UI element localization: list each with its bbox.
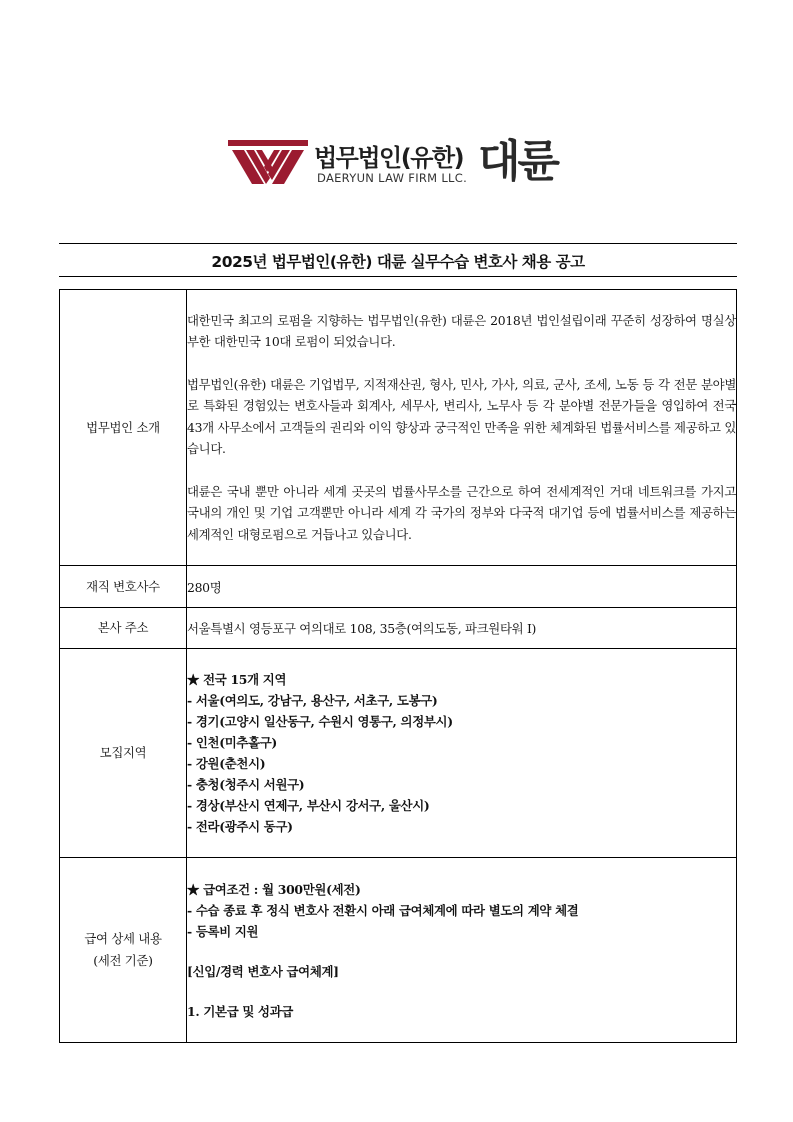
label-salary (60, 858, 187, 1043)
logo-firm-name: 법무법인(유한) (314, 144, 464, 172)
intro-paragraph-2: 법무법인(유한) 대륜은 기업법무, 지적재산권, 형사, 민사, 가사, 의료, 군사, 조세, 노동 등 각 전문 분야별로 특화된 경험있는 변호사들과 회계사, 세무사, 변리사, 노무사 등 각 분야별 전문가들을 영입하여 전국 43개 사무소에서 고객들의 권리와 이익 향상과 궁극적인 만족을 위한 체계화된 법률서비스를 제공하고 있습니다. (187, 376, 736, 457)
label-hq-address: 본사 주소 (60, 608, 187, 649)
recruitment-table (59, 289, 737, 1043)
salary-line: - 수습 종료 후 정식 변호사 전환시 아래 급여체계에 따라 별도의 계약 체결 (187, 902, 579, 918)
regions-content (187, 649, 737, 858)
intro-paragraph-1: 대한민국 최고의 로펌을 지향하는 법무법인(유한) 대륜은 2018년 법인설립이래 꾸준히 성장하여 명실상부한 대한민국 10대 로펌이 되었습니다. (187, 312, 736, 350)
regions-line: - 충청(청주시 서원구) (187, 777, 305, 792)
salary-line: ★ 급여조건 : 월 300만원(세전) (187, 881, 361, 897)
label-salary-line1: 급여 상세 내용 (84, 931, 162, 946)
spacer (187, 942, 736, 961)
regions-line: - 경상(부산시 연제구, 부산시 강서구, 울산시) (187, 798, 430, 813)
salary-section-title: [신입/경력 변호사 급여체계] (187, 963, 339, 979)
regions-line: - 경기(고양시 일산동구, 수원시 영통구, 의정부시) (187, 714, 453, 729)
spacer (187, 982, 736, 1001)
salary-line: - 등록비 지원 (187, 923, 259, 939)
regions-line: ★ 전국 15개 지역 (187, 672, 287, 687)
logo-english-name: DAERYUN LAW FIRM LLC. (317, 171, 468, 185)
firm-emblem-icon (228, 140, 308, 186)
table-row-intro (60, 290, 737, 566)
label-firm-intro: 법무법인 소개 (60, 290, 187, 566)
intro-paragraph-3: 대륜은 국내 뿐만 아니라 세계 곳곳의 법률사무소를 근간으로 하여 전세계적인 거대 네트워크를 가지고 국내의 개인 및 기업 고객뿐만 아니라 세계 각 국가의 정부와 다국적 대기업 등에 법률서비스를 제공하는 세계적인 대형로펌으로 거듭나고 있습니다. (187, 483, 736, 542)
label-lawyer-count: 재직 변호사수 (60, 566, 187, 608)
regions-line: - 전라(광주시 동구) (187, 819, 293, 834)
lawyer-count-value: 280명 (187, 566, 737, 608)
notice-title-bar (59, 243, 737, 277)
regions-line: - 서울(여의도, 강남구, 용산구, 서초구, 도봉구) (187, 693, 438, 708)
salary-item-1: 1. 기본급 및 성과급 (187, 1003, 294, 1019)
regions-line: - 인천(미추홀구) (187, 735, 277, 750)
logo-daeryun: 대륜 (478, 136, 558, 187)
regions-line: - 강원(춘천시) (187, 756, 266, 771)
table-row-salary (60, 858, 737, 1043)
firm-intro-content (187, 290, 737, 566)
label-salary-line2: (세전 기준) (93, 953, 153, 968)
hq-address-value: 서울특별시 영등포구 여의대로 108, 35층(여의도동, 파크원타워 I) (187, 608, 737, 649)
firm-logo (228, 136, 573, 192)
table-row-regions (60, 649, 737, 858)
table-row-address (60, 608, 737, 649)
label-regions: 모집지역 (60, 649, 187, 858)
page-title: 2025년 법무법인(유한) 대륜 실무수습 변호사 채용 공고 (211, 253, 585, 271)
salary-content (187, 858, 737, 1043)
table-row-lawyers (60, 566, 737, 608)
